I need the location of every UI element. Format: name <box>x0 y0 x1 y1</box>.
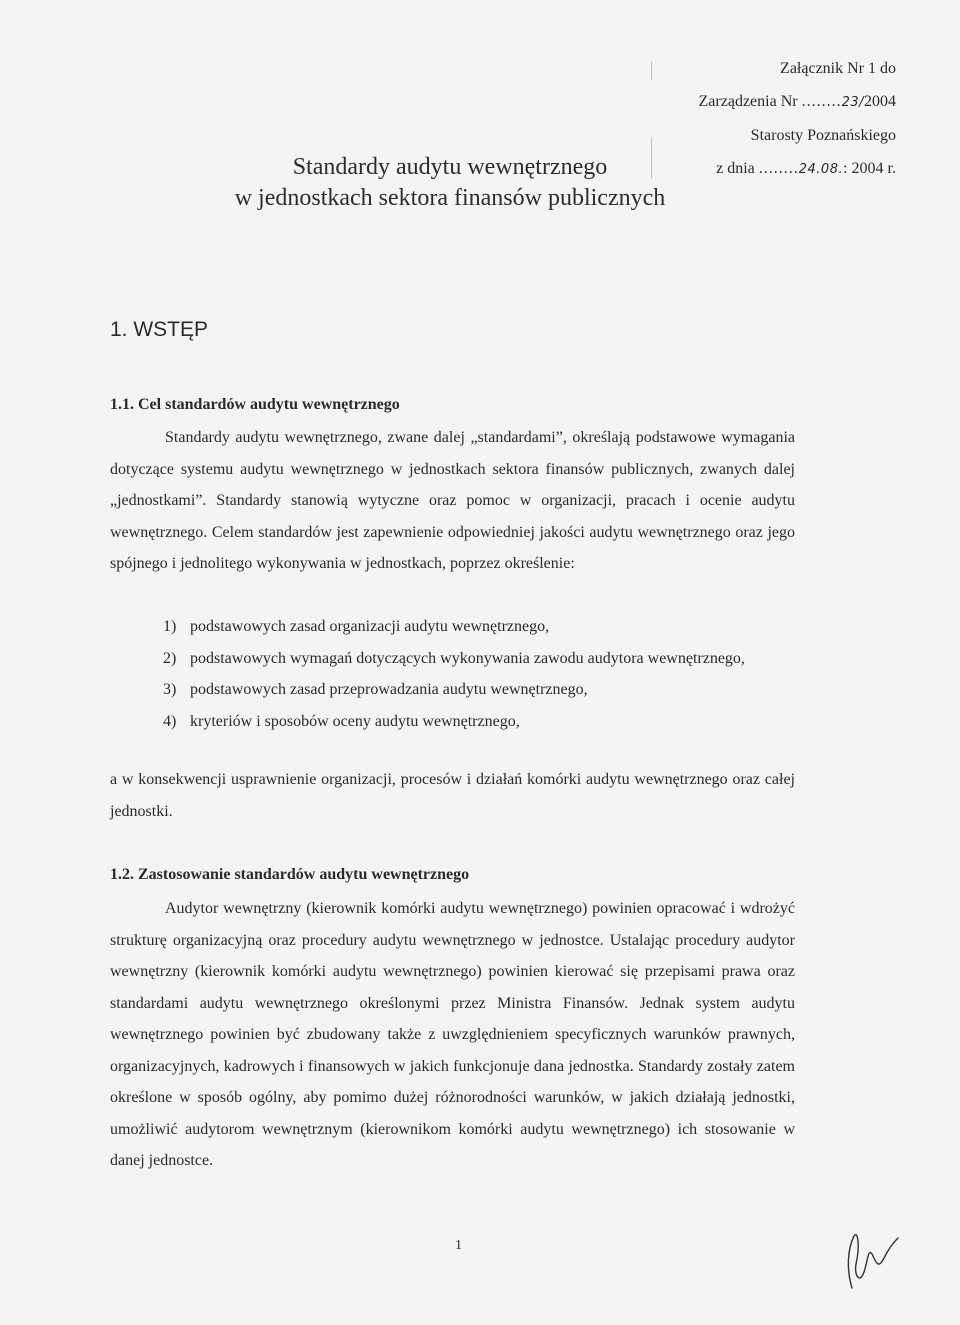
paragraph-standards-purpose <box>110 422 795 580</box>
title-line-2: w jednostkach sektora finansów publicznych <box>234 185 666 211</box>
annex-date-year: : 2004 r. <box>843 160 896 177</box>
list-item-text: kryteriów i sposobów oceny audytu wewnętrznego, <box>190 712 520 730</box>
list-item-text: podstawowych zasad organizacji audytu wewnętrznego, <box>190 618 550 635</box>
list-item <box>163 674 795 706</box>
list-item-number: 1) <box>163 618 177 635</box>
handwritten-signature <box>838 1218 908 1298</box>
list-item <box>163 706 795 738</box>
document-title <box>200 152 700 214</box>
section-heading-intro: 1. WSTĘP <box>110 318 209 341</box>
list-item-number: 3) <box>163 681 177 698</box>
title-line-1: Standardy audytu wewnętrznego <box>292 154 608 180</box>
annex-order-year: 2004 <box>864 93 896 110</box>
handwritten-date: 24.08. <box>798 162 844 177</box>
dotted-fill: ........ <box>758 160 799 177</box>
annex-date-label: z dnia <box>716 160 755 177</box>
paragraph-standards-application <box>110 893 795 1177</box>
list-item-text: podstawowych wymagań dotyczących wykonywania zawodu audytora wewnętrznego, <box>190 649 745 667</box>
paragraph-text: Audytor wewnętrzny (kierownik komórki audytu wewnętrznego) powinien opracować i wdrożyć strukturę organizacyjną oraz procedury audytu wewnętrznego w jednostce. Ustalając procedury audytor wewnętrzny (kierownik komórki audytu wewnętrznego) powinien kierować się przepisami prawa oraz standardami audytu wewnętrznego określonymi przez Ministra Finansów. Jednak system audytu wewnętrznego powinien być zbudowany także z uwzględnieniem specyficznych warunków prawnych, organizacyjnych, kadrowych i finansowych w jakich funkcjonuje dana jednostka. Standardy zostały zatem określone w sposób ogólny, aby pomimo dużej różnorodności warunków, w jakich działają jednostki, umożliwić audytorom wewnętrznym (kierownikom komórki audytu wewnętrznego) ich stosowanie w danej jednostce. <box>110 900 795 1169</box>
subsection-heading-1-1: 1.1. Cel standardów audytu wewnętrznego <box>110 396 400 413</box>
dotted-fill: ........ <box>801 93 842 110</box>
annex-order-label: Zarządzenia Nr <box>698 93 798 110</box>
annex-line-1: Załącznik Nr 1 do <box>780 60 896 77</box>
paragraph-list-conclusion: a w konsekwencji usprawnienie organizacji, procesów i działań komórki audytu wewnętrznego oraz całej jednostki. <box>110 771 795 820</box>
annex-line-3: Starosty Poznańskiego <box>750 127 896 144</box>
paragraph-text: Standardy audytu wewnętrznego, zwane dalej „standardami”, określają podstawowe wymagania dotyczące systemu audytu wewnętrznego w jednostkach sektora finansów publicznych, zwanych dalej „jednostkami”. Standardy stanowią wytyczne oraz pomoc w organizacji, pracach i ocenie audytu wewnętrznego. Celem standardów jest zapewnienie odpowiedniej jakości audytu wewnętrznego oraz jego spójnego i jednolitego wykonywania w jednostkach, poprzez określenie: <box>110 429 795 572</box>
list-item <box>163 643 795 675</box>
standards-list <box>163 611 795 737</box>
page-number: 1 <box>455 1238 462 1253</box>
list-item <box>163 611 795 643</box>
list-item-number: 4) <box>163 712 177 730</box>
list-item-text: podstawowych zasad przeprowadzania audytu wewnętrznego, <box>190 681 588 698</box>
list-item-number: 2) <box>163 649 177 667</box>
handwritten-order-number: 23/ <box>841 95 864 110</box>
annex-line-2 <box>576 85 896 119</box>
subsection-heading-1-2: 1.2. Zastosowanie standardów audytu wewnętrznego <box>110 866 470 883</box>
